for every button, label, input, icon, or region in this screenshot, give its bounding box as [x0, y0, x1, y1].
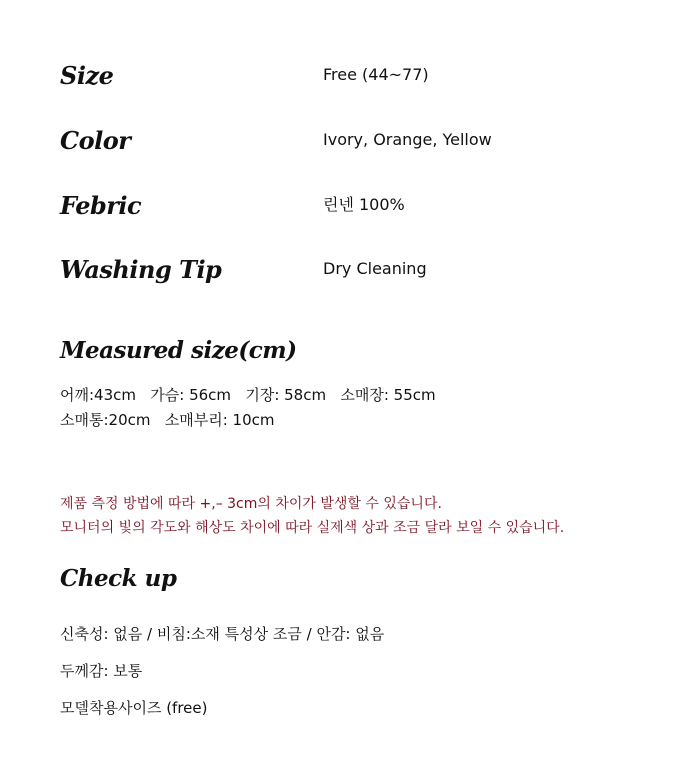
checkup-line-model-size: 모델착용사이즈 (free)	[60, 699, 208, 717]
measurement-line-1: 어깨:43cm 가슴: 56cm 기장: 58cm 소매장: 55cm	[60, 386, 436, 404]
notice-line-1: 제품 측정 방법에 따라 +,– 3cm의 차이가 발생할 수 있습니다.	[60, 496, 442, 512]
fabric-label: Febric	[60, 191, 142, 220]
spec-row-fabric	[60, 190, 660, 230]
color-value: Ivory, Orange, Yellow	[323, 130, 492, 149]
fabric-value: 린넨 100%	[323, 195, 405, 214]
measured-size-heading: Measured size(cm)	[60, 337, 297, 364]
washing-value: Dry Cleaning	[323, 259, 427, 278]
washing-label: Washing Tip	[60, 255, 222, 284]
measurement-line-2: 소매통:20cm 소매부리: 10cm	[60, 411, 275, 429]
size-value: Free (44~77)	[323, 65, 429, 84]
spec-row-color	[60, 125, 660, 165]
color-label: Color	[60, 126, 131, 155]
checkup-line-stretch: 신축성: 없음 / 비침:소재 특성상 조금 / 안감: 없음	[60, 625, 385, 643]
check-up-heading: Check up	[60, 565, 177, 592]
size-label: Size	[60, 61, 114, 90]
spec-row-washing	[60, 254, 660, 294]
spec-row-size	[60, 60, 660, 100]
notice-line-2: 모니터의 빛의 각도와 해상도 차이에 따라 실제색 상과 조금 달라 보일 수 있습니다.	[60, 520, 565, 536]
checkup-line-thickness: 두께감: 보통	[60, 662, 143, 680]
